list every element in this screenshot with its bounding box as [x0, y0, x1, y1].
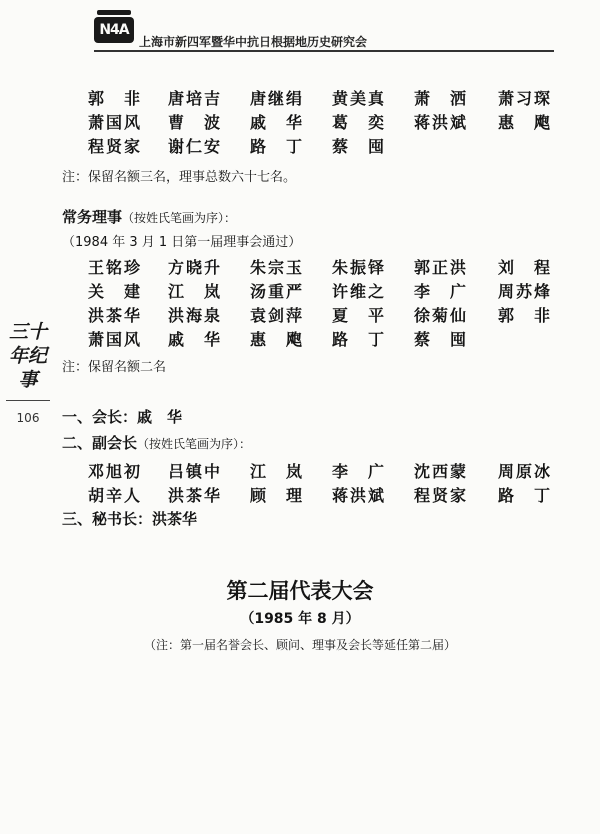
person-name: 唐培吉 — [168, 89, 223, 108]
person-name: 萧国风 — [88, 113, 143, 132]
person-name: 惠 飑 — [250, 330, 305, 349]
note-standing: 注：保留名额二名 — [62, 360, 167, 375]
president-label: 一、会长： — [62, 408, 138, 426]
person-name: 李 广 — [414, 282, 469, 301]
person-name: 路 丁 — [498, 486, 553, 505]
person-name: 江 岚 — [250, 462, 305, 481]
note-directors: 注：保留名额三名，理事总数六十七名。 — [62, 170, 297, 185]
vice-president-heading — [62, 432, 251, 453]
person-name: 顾 理 — [250, 486, 305, 505]
vice-president-label: 二、副会长 — [62, 434, 138, 452]
person-name: 刘 程 — [498, 258, 553, 277]
person-name: 关 建 — [88, 282, 143, 301]
person-name: 惠 飑 — [498, 113, 553, 132]
person-name: 黄美真 — [332, 89, 387, 108]
person-name: 蔡 囤 — [332, 137, 387, 156]
person-name: 萧习琛 — [498, 89, 553, 108]
person-name: 朱宗玉 — [250, 258, 305, 277]
person-name: 江 岚 — [168, 282, 223, 301]
person-name: 蒋洪斌 — [414, 113, 469, 132]
secretary-label: 三、秘书长： — [62, 510, 153, 528]
person-name: 洪茶华 — [168, 486, 223, 505]
second-congress-title: 第二届代表大会 — [226, 579, 374, 603]
person-name: 路 丁 — [332, 330, 387, 349]
organization-name: 上海市新四军暨华中抗日根据地历史研究会 — [139, 35, 368, 49]
person-name: 胡辛人 — [88, 486, 143, 505]
n4a-logo: N4A — [94, 17, 134, 43]
book-title: 三十年纪事 — [8, 321, 47, 391]
person-name: 夏 平 — [332, 306, 387, 325]
person-name: 唐继绢 — [250, 89, 305, 108]
header-divider — [94, 50, 554, 52]
person-name: 周苏烽 — [498, 282, 553, 301]
person-name: 徐菊仙 — [414, 306, 469, 325]
page-header — [0, 0, 600, 60]
person-name: 程贤家 — [88, 137, 143, 156]
secretary-line — [62, 508, 197, 529]
person-name: 袁剑萍 — [250, 306, 305, 325]
person-name: 戚 华 — [168, 330, 223, 349]
person-name: 蒋洪斌 — [332, 486, 387, 505]
person-name: 朱振铎 — [332, 258, 387, 277]
person-name: 沈西蒙 — [414, 462, 469, 481]
person-name: 戚 华 — [250, 113, 305, 132]
page-number: 106 — [16, 411, 40, 425]
person-name: 蔡 囤 — [414, 330, 469, 349]
person-name: 郭 非 — [498, 306, 553, 325]
person-name: 路 丁 — [250, 137, 305, 156]
person-name: 曹 波 — [168, 113, 223, 132]
side-divider — [6, 400, 50, 401]
person-name: 王铭珍 — [88, 258, 143, 277]
side-margin — [6, 320, 50, 425]
vice-president-note: （按姓氏笔画为序）： — [137, 437, 252, 451]
person-name: 吕镇中 — [168, 462, 223, 481]
president-line — [62, 406, 182, 427]
person-name: 汤重严 — [250, 282, 305, 301]
person-name: 许维之 — [332, 282, 387, 301]
person-name: 洪海泉 — [168, 306, 223, 325]
person-name: 周原冰 — [498, 462, 553, 481]
secretary-name: 洪茶华 — [152, 510, 198, 528]
person-name: 郭 非 — [88, 89, 143, 108]
standing-heading-note: （按姓氏笔画为序）： — [122, 211, 237, 225]
person-name: 萧 洒 — [414, 89, 469, 108]
standing-heading — [62, 206, 236, 227]
person-name: 李 广 — [332, 462, 387, 481]
person-name: 洪茶华 — [88, 306, 143, 325]
person-name: 郭正洪 — [414, 258, 469, 277]
second-congress-note: （注：第一届名誉会长、顾问、理事及会长等延任第二届） — [143, 638, 456, 652]
person-name: 程贤家 — [414, 486, 469, 505]
person-name: 方晓升 — [168, 258, 223, 277]
logo-bar — [97, 10, 131, 15]
president-name: 戚 华 — [137, 408, 183, 426]
standing-date-line: （1984 年 3 月 1 日第一届理事会通过） — [62, 235, 302, 250]
person-name: 葛 奕 — [332, 113, 387, 132]
person-name: 邓旭初 — [88, 462, 143, 481]
person-name: 谢仁安 — [168, 137, 223, 156]
second-congress-date: （1985 年 8 月） — [240, 611, 360, 627]
person-name: 萧国风 — [88, 330, 143, 349]
standing-heading-label: 常务理事 — [62, 208, 123, 226]
